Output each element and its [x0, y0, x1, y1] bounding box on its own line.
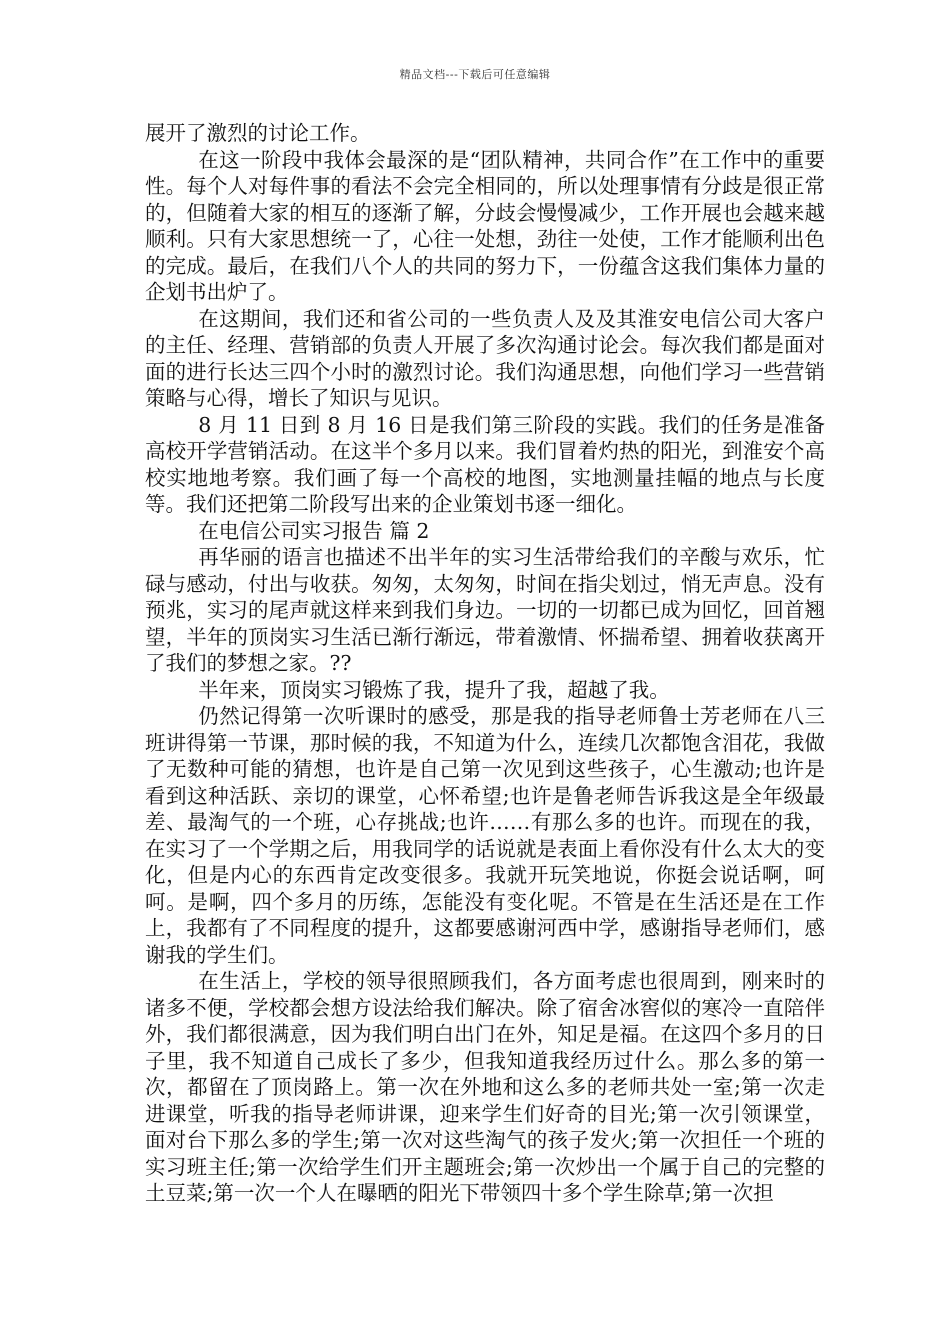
- paragraph-third-stage: 8 月 11 日到 8 月 16 日是我们第三阶段的实践。我们的任务是准备高校开学营销活动。在这半个多月以来。我们冒着灼热的阳光，到淮安个高校实地地考察。我们画了每一个高校的地图，实地测量挂幅的地点与长度等。我们还把第二阶段写出来的企业策划书逐一细化。: [145, 412, 825, 516]
- paragraph-first-lesson: 仍然记得第一次听课时的感受，那是我的指导老师鲁士芳老师在八三班讲得第一节课，那时候的我，不知道为什么，连续几次都饱含泪花，我做了无数种可能的猜想，也许是自己第一次见到这些孩子，心生激动;也许是看到这种活跃、亲切的课堂，心怀希望;也许是鲁老师告诉我这是全年级最差、最淘气的一个班，心存挑战;也许……有那么多的也许。而现在的我，在实习了一个学期之后，用我同学的话说就是表面上看你没有什么太大的变化，但是内心的东西肯定改变很多。我就开玩笑地说，你挺会说话啊，呵呵。是啊，四个多月的历练，怎能没有变化呢。不管是在生活还是在工作上，我都有了不同程度的提升，这都要感谢河西中学，感谢指导老师们，感谢我的学生们。: [145, 704, 825, 967]
- page-header: 精品文档---下载后可任意编辑: [399, 68, 551, 81]
- paragraph-half-year: 半年来，顶岗实习锻炼了我，提升了我，超越了我。: [198, 677, 670, 702]
- document-body: [145, 120, 825, 1207]
- paragraph-life: 在生活上，学校的领导很照顾我们，各方面考虑也很周到，刚来时的诸多不便，学校都会想方设法给我们解决。除了宿舍冰窖似的寒冷一直陪伴外，我们都很满意，因为我们明白出门在外，知足是福。在这四个多月的日子里，我不知道自己成长了多少，但我知道我经历过什么。那么多的第一次，都留在了顶岗路上。第一次在外地和这么多的老师共处一室;第一次走进课堂，听我的指导老师讲课，迎来学生们好奇的目光;第一次引领课堂，面对台下那么多的学生;第一次对这些淘气的孩子发火;第一次担任一个班的实习班主任;第一次给学生们开主题班会;第一次炒出一个属于自己的完整的土豆菜;第一次一个人在曝晒的阳光下带领四十多个学生除草;第一次担: [145, 969, 825, 1205]
- paragraph-continuation: 展开了激烈的讨论工作。: [145, 121, 371, 145]
- paragraph-team-spirit: 在这一阶段中我体会最深的是“团队精神，共同合作”在工作中的重要性。每个人对每件事的看法不会完全相同的，所以处理事情有分歧是很正常的，但随着大家的相互的逐渐了解，分歧会慢慢减少，工作开展也会越来越顺利。只有大家思想统一了，心往一处想，劲往一处使，工作才能顺利出色的完成。最后，在我们八个人的共同的努力下，一份蕴含这我们集体力量的企划书出炉了。: [145, 147, 825, 304]
- section-heading: 在电信公司实习报告 篇 2: [198, 518, 430, 543]
- paragraph-intro: 再华丽的语言也描述不出半年的实习生活带给我们的辛酸与欢乐，忙碌与感动，付出与收获。匆匆，太匆匆，时间在指尖划过，悄无声息。没有预兆，实习的尾声就这样来到我们身边。一切的一切都已成为回忆，回首翘望，半年的顶岗实习生活已渐行渐远，带着激情、怀揣希望、拥着收获离开了我们的梦想之家。??: [145, 545, 825, 675]
- paragraph-discussions: 在这期间，我们还和省公司的一些负责人及及其淮安电信公司大客户的主任、经理、营销部的负责人开展了多次沟通讨论会。每次我们都是面对面的进行长达三四个小时的激烈讨论。我们沟通思想，向他们学习一些营销策略与心得，增长了知识与见识。: [145, 306, 825, 410]
